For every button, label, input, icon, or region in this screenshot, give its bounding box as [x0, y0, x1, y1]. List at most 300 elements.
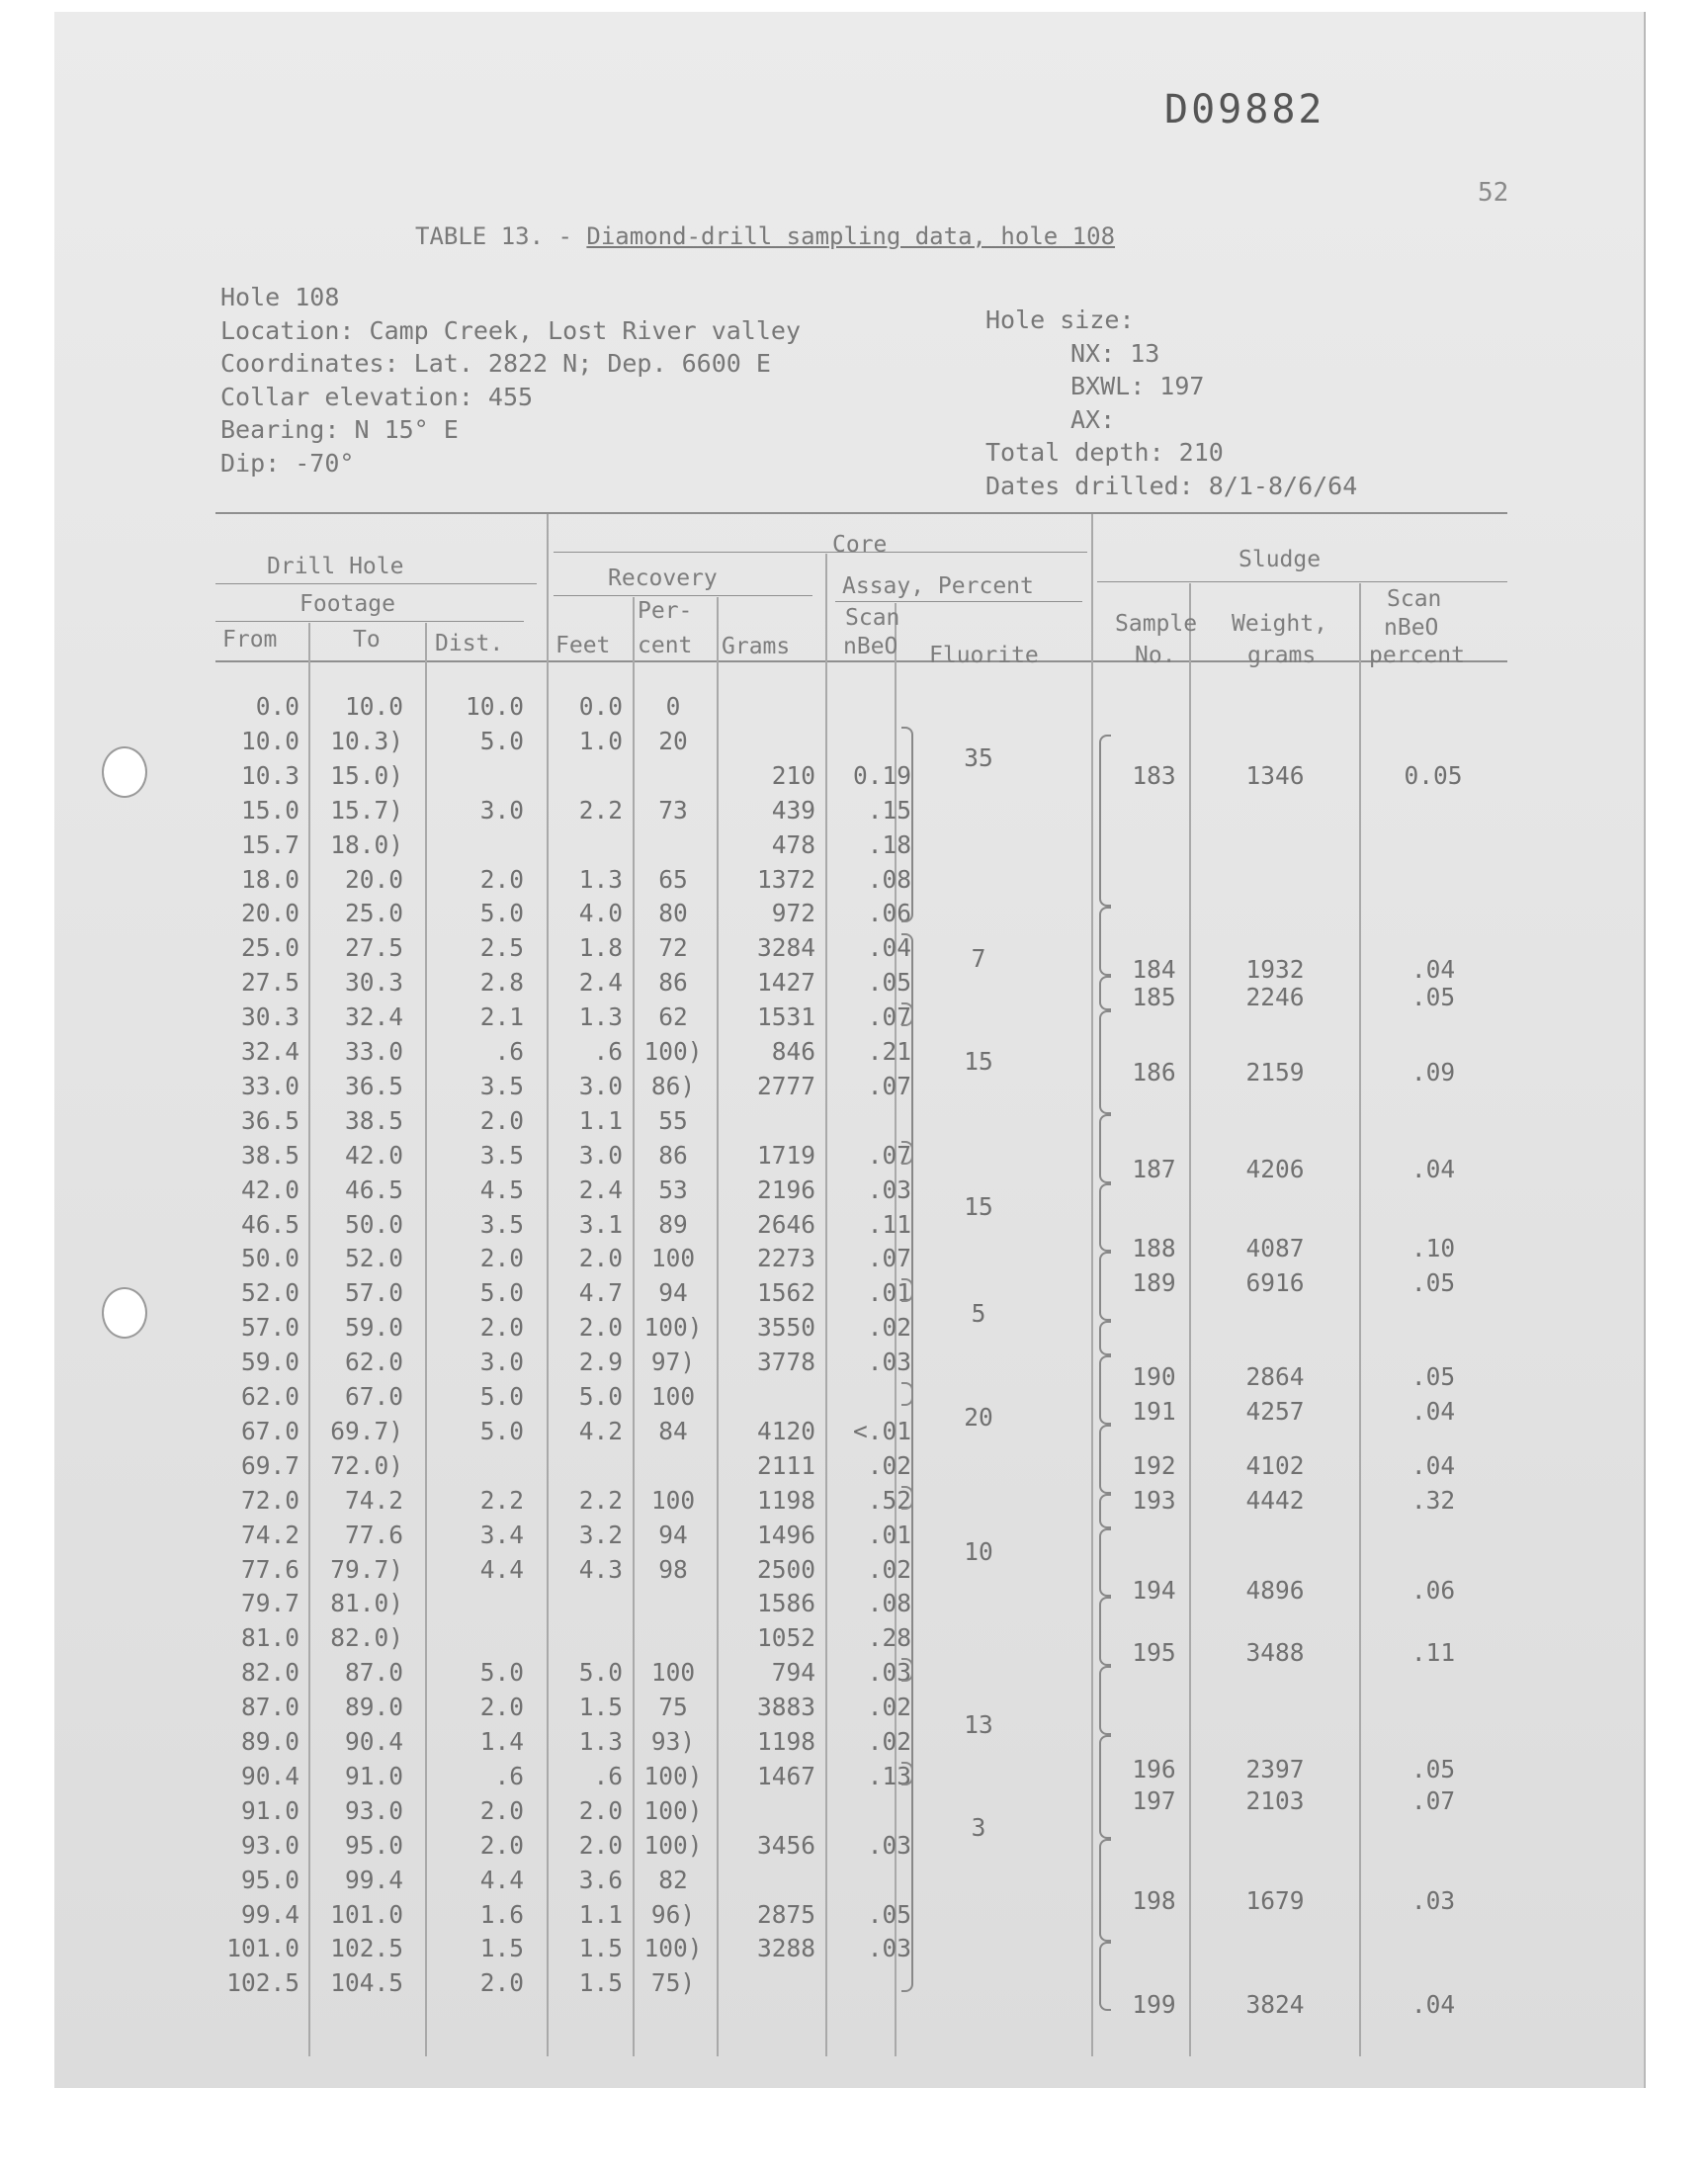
table-cell: .01: [867, 1520, 911, 1549]
table-cell: 27.5: [344, 933, 403, 963]
table-cell: 3.5: [479, 1071, 524, 1100]
table-cell: 2875: [756, 1899, 815, 1929]
table-cell: .04: [867, 933, 911, 963]
table-cell: 5.0: [479, 726, 524, 755]
table-cell: .02: [867, 1313, 911, 1343]
table-cell: 15.7: [240, 829, 299, 859]
sludge-cell: 187: [1132, 1155, 1176, 1184]
table-cell: 74.2: [240, 1520, 299, 1549]
table-cell: 52.0: [240, 1278, 299, 1308]
punch-hole: [102, 1287, 147, 1339]
col-divider: [425, 623, 427, 2056]
table-cell: .03: [867, 1174, 911, 1204]
table-cell: 72: [658, 933, 688, 963]
sludge-cell: 195: [1132, 1637, 1176, 1667]
sludge-cell: .04: [1410, 954, 1456, 984]
core-group-rule: [554, 552, 1087, 553]
table-cell: 59.0: [344, 1313, 403, 1343]
table-cell: 2777: [756, 1071, 815, 1100]
fluorite-value: 20: [964, 1402, 993, 1432]
table-cell: 10.3): [330, 726, 403, 755]
sludge-cell: 3824: [1245, 1989, 1305, 2019]
header-feet: Feet: [555, 633, 611, 658]
header-cent: cent: [638, 633, 693, 658]
table-cell: 81.0: [240, 1623, 299, 1653]
table-cell: 10.0: [344, 692, 403, 721]
punch-hole: [102, 746, 147, 798]
sludge-bracket: [1099, 1010, 1111, 1114]
table-cell: 1531: [756, 1002, 815, 1032]
hole-info-right: [985, 304, 1357, 502]
table-cell: 2646: [756, 1209, 815, 1239]
table-cell: 1.1: [578, 1899, 623, 1929]
sludge-cell: 193: [1132, 1486, 1176, 1516]
bearing: Bearing: N 15° E: [220, 415, 459, 444]
table-cell: 33.0: [240, 1071, 299, 1100]
sludge-bracket: [1099, 1597, 1111, 1666]
table-cell: 2.0: [479, 1244, 524, 1273]
page-number: 52: [1478, 178, 1509, 208]
sludge-bracket: [1099, 735, 1111, 908]
table-cell: 0.19: [852, 760, 911, 790]
sludge-cell: 186: [1132, 1058, 1176, 1088]
table-cell: .6: [593, 1037, 623, 1066]
sludge-cell: .10: [1410, 1234, 1456, 1263]
table-cell: 100: [650, 1244, 696, 1273]
table-cell: 1.3: [578, 864, 623, 894]
table-cell: 3.5: [479, 1209, 524, 1239]
table-cell: 2.0: [479, 1105, 524, 1135]
table-cell: 80: [658, 899, 688, 928]
table-title: [415, 222, 1115, 250]
table-cell: 94: [658, 1520, 688, 1549]
sludge-cell: .03: [1410, 1886, 1456, 1916]
table-cell: 87.0: [240, 1693, 299, 1722]
hole-size-nx: NX: 13: [1070, 338, 1160, 368]
table-cell: 2111: [756, 1450, 815, 1480]
table-cell: .03: [867, 1830, 911, 1860]
table-cell: .6: [494, 1037, 524, 1066]
table-cell: 1.4: [479, 1727, 524, 1756]
table-cell: 1427: [756, 968, 815, 998]
sludge-cell: 184: [1132, 954, 1176, 984]
header-sludge-scan: Scan: [1387, 586, 1442, 612]
table-cell: 100): [643, 1795, 703, 1825]
table-cell: 210: [771, 760, 815, 790]
table-cell: 82.0: [240, 1658, 299, 1688]
table-cell: 42.0: [344, 1140, 403, 1170]
table-cell: 1719: [756, 1140, 815, 1170]
table-cell: 81.0): [330, 1589, 403, 1618]
sludge-cell: .04: [1410, 1451, 1456, 1481]
sludge-cell: 194: [1132, 1575, 1176, 1605]
header-sample: Sample: [1115, 611, 1198, 637]
table-cell: 1.0: [578, 726, 623, 755]
table-cell: 5.0: [479, 1278, 524, 1308]
table-cell: 2.0: [578, 1830, 623, 1860]
total-depth: Total depth: 210: [985, 438, 1224, 467]
table-cell: 100: [650, 1485, 696, 1515]
table-cell: .02: [867, 1450, 911, 1480]
table-cell: .03: [867, 1348, 911, 1377]
table-cell: 89: [658, 1209, 688, 1239]
header-no: No.: [1135, 643, 1176, 668]
table-cell: 82.0): [330, 1623, 403, 1653]
col-divider: [1091, 514, 1093, 2056]
table-cell: 25.0: [240, 933, 299, 963]
table-cell: 95.0: [240, 1865, 299, 1894]
table-cell: 478: [771, 829, 815, 859]
fluorite-value: 7: [971, 943, 986, 973]
table-title-text: Diamond-drill sampling data, hole 108: [586, 222, 1116, 250]
table-cell: 97): [650, 1348, 696, 1377]
table-cell: 104.5: [330, 1968, 403, 1998]
table-cell: .03: [867, 1934, 911, 1963]
col-divider: [633, 597, 635, 2056]
sludge-cell: 0.05: [1404, 761, 1463, 791]
table-cell: 93.0: [344, 1795, 403, 1825]
table-cell: .07: [867, 1140, 911, 1170]
table-cell: 794: [771, 1658, 815, 1688]
table-cell: 1.6: [479, 1899, 524, 1929]
table-cell: .06: [867, 899, 911, 928]
table-cell: 72.0: [240, 1485, 299, 1515]
col-divider: [547, 514, 549, 2056]
table-cell: .07: [867, 1071, 911, 1100]
table-cell: 4.4: [479, 1554, 524, 1584]
table-cell: 46.5: [344, 1174, 403, 1204]
sludge-bracket: [1099, 1942, 1111, 2011]
table-cell: 91.0: [344, 1761, 403, 1790]
table-cell: .05: [867, 1899, 911, 1929]
sludge-bracket: [1099, 1494, 1111, 1528]
table-cell: 100): [643, 1313, 703, 1343]
table-cell: 2273: [756, 1244, 815, 1273]
group-bracket: [901, 727, 913, 923]
table-cell: 101.0: [226, 1934, 299, 1963]
table-cell: .13: [867, 1761, 911, 1790]
header-grams-lc: grams: [1247, 643, 1317, 668]
table-cell: 50.0: [240, 1244, 299, 1273]
sludge-cell: 198: [1132, 1886, 1176, 1916]
table-cell: .21: [867, 1037, 911, 1066]
table-cell: 95.0: [344, 1830, 403, 1860]
table-cell: .01: [867, 1278, 911, 1308]
table-cell: 2.5: [479, 933, 524, 963]
table-cell: 38.5: [240, 1140, 299, 1170]
col-divider: [1359, 583, 1361, 2056]
sludge-cell: 197: [1132, 1785, 1176, 1815]
drillhole-group-rule: [215, 583, 537, 584]
table-cell: 77.6: [240, 1554, 299, 1584]
table-cell: 2.8: [479, 968, 524, 998]
table-cell: 1.8: [578, 933, 623, 963]
header-nbeo: nBeO: [843, 634, 898, 659]
table-cell: 79.7: [240, 1589, 299, 1618]
table-cell: 1562: [756, 1278, 815, 1308]
table-cell: 36.5: [344, 1071, 403, 1100]
header-sludge: Sludge: [1238, 547, 1322, 572]
table-cell: .15: [867, 795, 911, 825]
table-cell: 75: [658, 1693, 688, 1722]
table-cell: .03: [867, 1658, 911, 1688]
sludge-cell: 2246: [1245, 982, 1305, 1011]
dates-drilled: Dates drilled: 8/1-8/6/64: [985, 471, 1358, 500]
header-sludge-percent: percent: [1369, 643, 1465, 668]
header-weight: Weight,: [1232, 611, 1327, 637]
sludge-cell: 183: [1132, 761, 1176, 791]
header-scan: Scan: [845, 605, 900, 631]
table-cell: .11: [867, 1209, 911, 1239]
group-bracket: [901, 1762, 913, 1992]
table-cell: 86: [658, 968, 688, 998]
sludge-cell: 190: [1132, 1361, 1176, 1391]
sludge-cell: 2159: [1245, 1058, 1305, 1088]
table-cell: 100): [643, 1830, 703, 1860]
sludge-bracket: [1099, 1839, 1111, 1943]
fluorite-value: 5: [971, 1299, 986, 1329]
table-cell: 32.4: [240, 1037, 299, 1066]
sludge-cell: 4102: [1245, 1451, 1305, 1481]
table-cell: 2.4: [578, 1174, 623, 1204]
table-cell: 3.0: [479, 795, 524, 825]
table-cell: 3.4: [479, 1520, 524, 1549]
table-cell: 972: [771, 899, 815, 928]
table-cell: .02: [867, 1554, 911, 1584]
table-cell: 2.0: [578, 1313, 623, 1343]
sludge-bracket: [1099, 1252, 1111, 1321]
table-cell: 5.0: [578, 1658, 623, 1688]
sludge-cell: .04: [1410, 1989, 1456, 2019]
table-cell: 99.4: [240, 1899, 299, 1929]
table-cell: 1.5: [578, 1968, 623, 1998]
table-cell: 55: [658, 1105, 688, 1135]
table-cell: 62.0: [240, 1382, 299, 1411]
dip: Dip: -70°: [220, 448, 355, 478]
sludge-cell: .32: [1410, 1486, 1456, 1516]
table-cell: 0: [665, 692, 681, 721]
table-cell: 0.0: [255, 692, 299, 721]
table-cell: 75): [650, 1968, 696, 1998]
table-cell: 57.0: [240, 1313, 299, 1343]
table-cell: 20: [658, 726, 688, 755]
table-cell: 439: [771, 795, 815, 825]
table-cell: 1372: [756, 864, 815, 894]
sludge-cell: 2397: [1245, 1755, 1305, 1784]
sludge-cell: .06: [1410, 1575, 1456, 1605]
sludge-cell: 2103: [1245, 1785, 1305, 1815]
table-cell: 4120: [756, 1416, 815, 1445]
fluorite-value: 3: [971, 1813, 986, 1843]
table-cell: 3.1: [578, 1209, 623, 1239]
sludge-cell: 2864: [1245, 1361, 1305, 1391]
table-cell: 2.0: [479, 1795, 524, 1825]
fluorite-value: 35: [964, 743, 993, 773]
table-cell: 2.0: [578, 1795, 623, 1825]
table-cell: 2.0: [479, 1313, 524, 1343]
table-cell: 73: [658, 795, 688, 825]
table-cell: 1.3: [578, 1727, 623, 1756]
table-cell: 4.4: [479, 1865, 524, 1894]
table-cell: 5.0: [479, 1382, 524, 1411]
table-cell: 100): [643, 1934, 703, 1963]
table-cell: 1.5: [578, 1934, 623, 1963]
hole-size-bxwl: BXWL: 197: [1070, 372, 1205, 400]
table-cell: 1.5: [578, 1693, 623, 1722]
table-cell: 1198: [756, 1485, 815, 1515]
table-cell: 90.4: [344, 1727, 403, 1756]
sludge-cell: 4896: [1245, 1575, 1305, 1605]
footage-group-rule: [215, 621, 524, 622]
table-cell: 86): [650, 1071, 696, 1100]
sludge-cell: 188: [1132, 1234, 1176, 1263]
table-cell: 30.3: [240, 1002, 299, 1032]
table-cell: 10.0: [465, 692, 524, 721]
header-sludge-nbeo: nBeO: [1384, 615, 1439, 641]
coordinates: Coordinates: Lat. 2822 N; Dep. 6600 E: [220, 349, 771, 378]
header-fluorite: Fluorite: [929, 643, 1039, 668]
table-cell: .6: [494, 1761, 524, 1790]
group-bracket: [901, 1486, 913, 1683]
header-grams: Grams: [722, 634, 791, 659]
sludge-bracket: [1099, 1666, 1111, 1735]
sludge-cell: 1346: [1245, 761, 1305, 791]
fluorite-value: 15: [964, 1047, 993, 1077]
sludge-group-rule: [1097, 581, 1507, 582]
sludge-cell: 1932: [1245, 954, 1305, 984]
table-cell: 4.5: [479, 1174, 524, 1204]
table-cell: 2.0: [479, 864, 524, 894]
sludge-cell: 189: [1132, 1268, 1176, 1298]
table-cell: 1496: [756, 1520, 815, 1549]
sludge-bracket: [1099, 1528, 1111, 1598]
sludge-cell: 191: [1132, 1396, 1176, 1426]
sludge-cell: 185: [1132, 982, 1176, 1011]
table-cell: 94: [658, 1278, 688, 1308]
table-cell: 96): [650, 1899, 696, 1929]
table-cell: 74.2: [344, 1485, 403, 1515]
table-cell: 90.4: [240, 1761, 299, 1790]
table-cell: 1467: [756, 1761, 815, 1790]
table-cell: 5.0: [578, 1382, 623, 1411]
header-recovery: Recovery: [608, 566, 718, 591]
table-cell: 2.1: [479, 1002, 524, 1032]
table-cell: 57.0: [344, 1278, 403, 1308]
col-divider: [308, 623, 310, 2056]
table-cell: 15.0: [240, 795, 299, 825]
hole-info-left: [220, 281, 801, 479]
sludge-cell: 199: [1132, 1989, 1176, 2019]
table-cell: 2.0: [479, 1830, 524, 1860]
table-cell: 89.0: [240, 1727, 299, 1756]
sludge-bracket: [1099, 1735, 1111, 1839]
table-cell: .02: [867, 1727, 911, 1756]
hole-id: Hole 108: [220, 283, 340, 311]
sludge-cell: .04: [1410, 1155, 1456, 1184]
sludge-cell: .11: [1410, 1637, 1456, 1667]
table-cell: 3.0: [578, 1071, 623, 1100]
table-cell: 50.0: [344, 1209, 403, 1239]
table-cell: 91.0: [240, 1795, 299, 1825]
table-cell: 52.0: [344, 1244, 403, 1273]
table-cell: 77.6: [344, 1520, 403, 1549]
header-assay-percent: Assay, Percent: [842, 573, 1034, 599]
table-cell: 3883: [756, 1693, 815, 1722]
sludge-bracket: [1099, 976, 1111, 1010]
col-divider: [1189, 583, 1191, 2056]
hole-size-ax: AX:: [1070, 404, 1116, 434]
table-cell: 79.7): [330, 1554, 403, 1584]
table-cell: 27.5: [240, 968, 299, 998]
table-cell: 4.2: [578, 1416, 623, 1445]
table-cell: 84: [658, 1416, 688, 1445]
table-cell: 3288: [756, 1934, 815, 1963]
table-cell: 2.0: [578, 1244, 623, 1273]
sludge-bracket: [1099, 1321, 1111, 1355]
sludge-cell: .05: [1410, 1268, 1456, 1298]
table-cell: 3.6: [578, 1865, 623, 1894]
table-cell: 100): [643, 1037, 703, 1066]
table-cell: 102.5: [330, 1934, 403, 1963]
sludge-cell: 192: [1132, 1451, 1176, 1481]
location: Location: Camp Creek, Lost River valley: [220, 315, 801, 345]
table-title-prefix: TABLE 13. -: [415, 222, 587, 250]
recovery-group-rule: [554, 595, 812, 596]
table-cell: 38.5: [344, 1105, 403, 1135]
table-cell: 0.0: [578, 692, 623, 721]
table-cell: 46.5: [240, 1209, 299, 1239]
header-drill-hole: Drill Hole: [267, 554, 404, 579]
table-cell: 3.0: [578, 1140, 623, 1170]
table-cell: 10.0: [240, 726, 299, 755]
hole-size-label: Hole size:: [985, 305, 1135, 334]
table-cell: 2500: [756, 1554, 815, 1584]
sludge-cell: .05: [1410, 1755, 1456, 1784]
table-cell: 18.0: [240, 864, 299, 894]
table-cell: 89.0: [344, 1693, 403, 1722]
table-cell: 93): [650, 1727, 696, 1756]
table-cell: 1052: [756, 1623, 815, 1653]
table-cell: 18.0): [330, 829, 403, 859]
table-cell: 2.0: [479, 1968, 524, 1998]
table-cell: 87.0: [344, 1658, 403, 1688]
table-cell: 2.2: [578, 795, 623, 825]
table-cell: 99.4: [344, 1865, 403, 1894]
sludge-cell: 3488: [1245, 1637, 1305, 1667]
sludge-cell: .07: [1410, 1785, 1456, 1815]
table-cell: .18: [867, 829, 911, 859]
table-cell: 86: [658, 1140, 688, 1170]
table-cell: .28: [867, 1623, 911, 1653]
assay-group-rule: [835, 601, 1082, 602]
table-cell: 3.2: [578, 1520, 623, 1549]
sludge-cell: .05: [1410, 1361, 1456, 1391]
table-cell: 82: [658, 1865, 688, 1894]
sludge-cell: 6916: [1245, 1268, 1305, 1298]
sludge-bracket: [1099, 1355, 1111, 1425]
table-cell: 2.2: [479, 1485, 524, 1515]
sludge-cell: .04: [1410, 1396, 1456, 1426]
table-cell: 69.7: [240, 1450, 299, 1480]
col-divider: [825, 554, 827, 2056]
table-cell: 42.0: [240, 1174, 299, 1204]
table-cell: 20.0: [240, 899, 299, 928]
table-cell: 100): [643, 1761, 703, 1790]
table-cell: 1.3: [578, 1002, 623, 1032]
header-from: From: [222, 627, 278, 652]
table-cell: 4.7: [578, 1278, 623, 1308]
table-cell: 846: [771, 1037, 815, 1066]
